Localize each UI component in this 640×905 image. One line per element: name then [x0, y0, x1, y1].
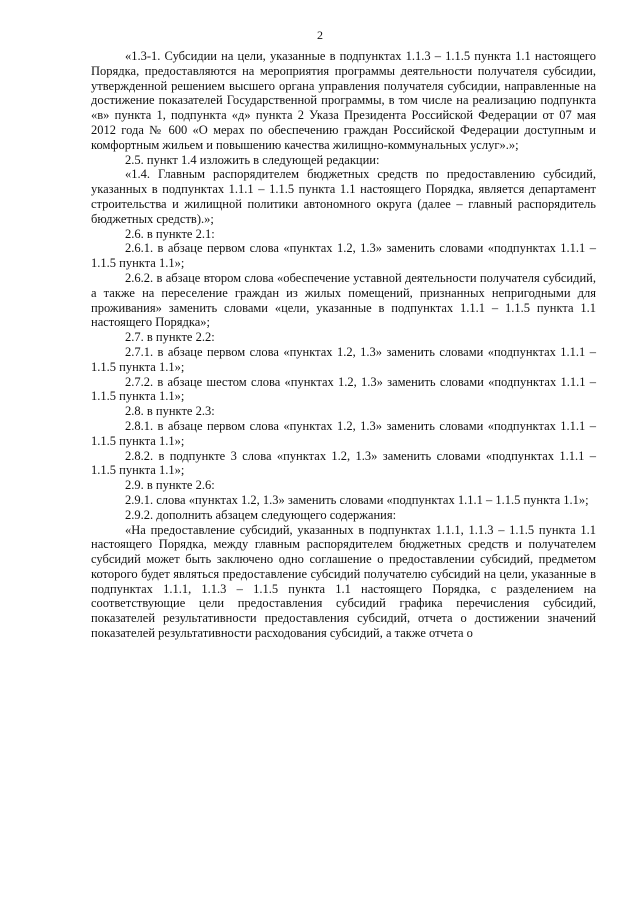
paragraph-p-2-9-2: 2.9.2. дополнить абзацем следующего содержания:: [125, 507, 397, 522]
paragraph-p-2-7-1: 2.7.1. в абзаце первом слова «пунктах 1.2, 1.3» заменить словами «подпунктах 1.1.1 – 1.1.5 пункта 1.1»;: [91, 344, 596, 374]
paragraph-p-new-abzac: «На предоставление субсидий, указанных в подпунктах 1.1.1, 1.1.3 – 1.1.5 пункта 1.1 настоящего Порядка, между главным распорядителем бюджетных средств и получателем субсидий может быть заключено одно соглашение о предоставлении субсидий, предметом которого будет являться предоставление субсидий получателю субсидий на цели, указанные в подпунктах 1.1.1, 1.1.3 – 1.1.5 пункта 1.1 настоящего Порядка, с разделением на соответствующие цели предоставления субсидий графика перечисления субсидий, показателей результативности предоставления субсидий, отчета о достижении значений показателей результативности расходования субсидий, а также отчета о: [91, 522, 596, 641]
paragraph-p-1-3-1: «1.3-1. Субсидии на цели, указанные в подпунктах 1.1.3 – 1.1.5 пункта 1.1 настоящего Порядка, предоставляются на мероприятия программы деятельности получателя субсидии, утвержденной решением высшего органа управления получателя субсидии, направленные на достижение показателей Государственной программы, в том числе на реализацию подпункта «в» пункта 1, подпункта «д» пункта 2 Указа Президента Российской Федерации от 07 мая 2012 года № 600 «О мерах по обеспечению граждан Российской Федерации доступным и комфортным жильем и повышению качества жилищно-коммунальных услуг».»;: [91, 49, 596, 152]
paragraph-p-2-9-1: 2.9.1. слова «пунктах 1.2, 1.3» заменить словами «подпунктах 1.1.1 – 1.1.5 пункта 1.1»;: [125, 492, 589, 507]
document-body: [91, 49, 596, 641]
page-number: 2: [317, 28, 323, 42]
paragraph-p-1-4: «1.4. Главным распорядителем бюджетных средств по предоставлению субсидий, указанных в подпунктах 1.1.1 – 1.1.5 пункта 1.1 настоящего Порядка, является департамент строительства и жилищной политики автономного округа (далее – главный распорядитель бюджетных средств).»;: [91, 167, 596, 226]
paragraph-p-2-6-2: 2.6.2. в абзаце втором слова «обеспечение уставной деятельности получателя субсидий, а также на переселение граждан из жилых помещений, признанных непригодными для проживания» заменить словами «цели, указанные в подпунктах 1.1.1 – 1.1.5 пункта 1.1 настоящего Порядка»;: [91, 270, 596, 330]
paragraph-p-2-8-2: 2.8.2. в подпункте 3 слова «пунктах 1.2, 1.3» заменить словами «подпунктах 1.1.1 – 1.1.5 пункта 1.1»;: [91, 448, 596, 478]
paragraph-p-2-7-2: 2.7.2. в абзаце шестом слова «пунктах 1.2, 1.3» заменить словами «подпунктах 1.1.1 – 1.1.5 пункта 1.1»;: [91, 374, 596, 404]
paragraph-p-2-5: 2.5. пункт 1.4 изложить в следующей редакции:: [125, 152, 380, 167]
paragraph-p-2-9: 2.9. в пункте 2.6:: [125, 478, 215, 493]
paragraph-p-2-6-1: 2.6.1. в абзаце первом слова «пунктах 1.2, 1.3» заменить словами «подпунктах 1.1.1 – 1.1.5 пункта 1.1»;: [91, 241, 596, 271]
paragraph-p-2-7: 2.7. в пункте 2.2:: [125, 330, 215, 345]
paragraph-p-2-8-1: 2.8.1. в абзаце первом слова «пунктах 1.2, 1.3» заменить словами «подпунктах 1.1.1 – 1.1.5 пункта 1.1»;: [91, 418, 596, 448]
paragraph-p-2-8: 2.8. в пункте 2.3:: [125, 404, 215, 419]
paragraph-p-2-6: 2.6. в пункте 2.1:: [125, 226, 215, 241]
